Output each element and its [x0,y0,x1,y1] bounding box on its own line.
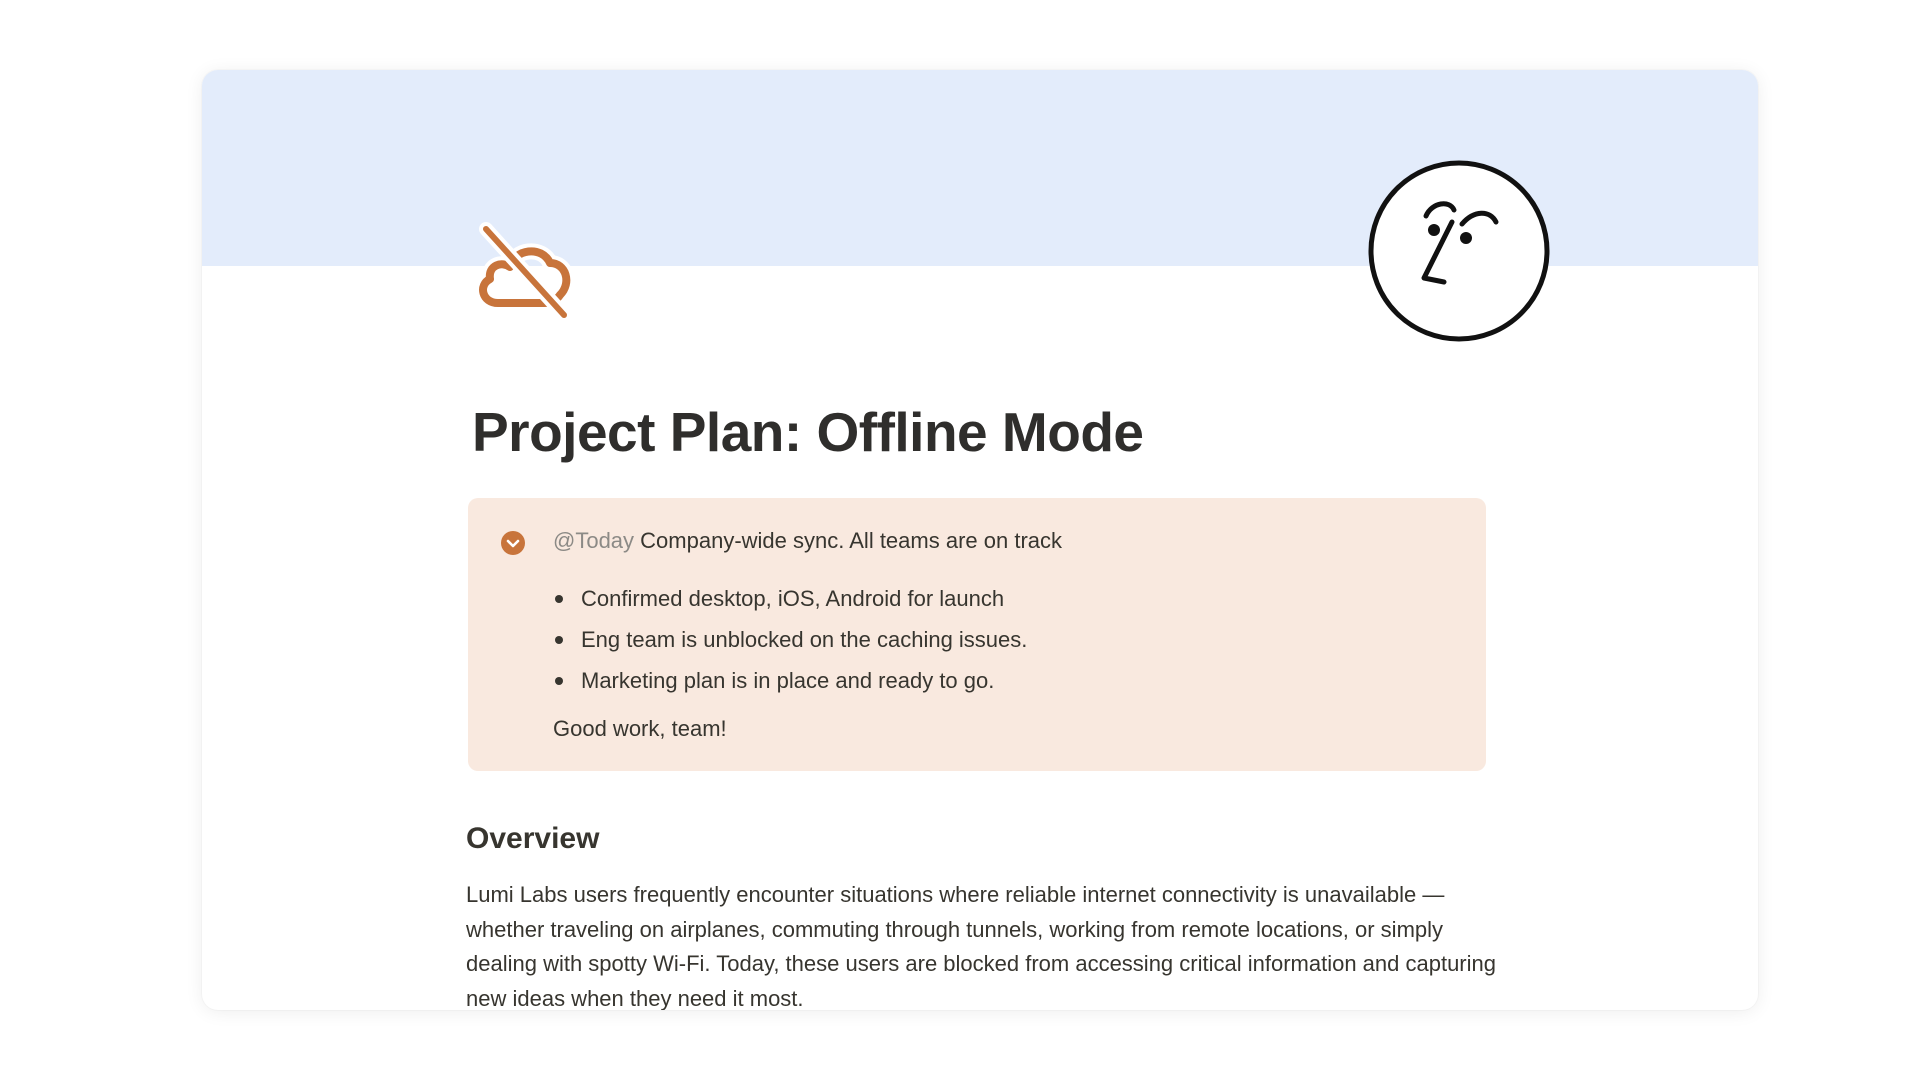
face-doodle-avatar[interactable] [1366,158,1552,344]
callout-headline-row [553,528,1062,554]
callout-block[interactable] [468,498,1486,771]
date-mention[interactable]: @Today [553,528,635,553]
list-item[interactable] [553,660,1027,701]
page-title[interactable]: Project Plan: Offline Mode [472,401,1144,463]
callout-headline: Company-wide sync. All teams are on track [640,528,1063,553]
list-item-text: Confirmed desktop, iOS, Android for launch [581,586,1005,611]
callout-footer[interactable]: Good work, team! [553,716,727,741]
chevron-down-circle-icon[interactable] [500,530,526,556]
bullet-icon [555,595,563,603]
bullet-icon [555,677,563,685]
overview-heading[interactable]: Overview [466,822,600,855]
list-item[interactable] [553,578,1027,619]
bullet-icon [555,636,563,644]
callout-bullet-list [553,578,1027,701]
overview-paragraph[interactable]: Lumi Labs users frequently encounter situations where reliable internet connectivity is unavailable — whether traveling on airplanes, commuting through tunnels, working from remote locations, or simply dealing with spotty Wi-Fi. Today, these users are blocked from accessing critical information and capturing new ideas when they need it most. [466,882,1496,1010]
cloud-off-icon[interactable] [468,215,578,325]
list-item[interactable] [553,619,1027,660]
list-item-text: Eng team is unblocked on the caching issues. [581,627,1028,652]
page-card [202,70,1758,1010]
list-item-text: Marketing plan is in place and ready to go. [581,668,995,693]
